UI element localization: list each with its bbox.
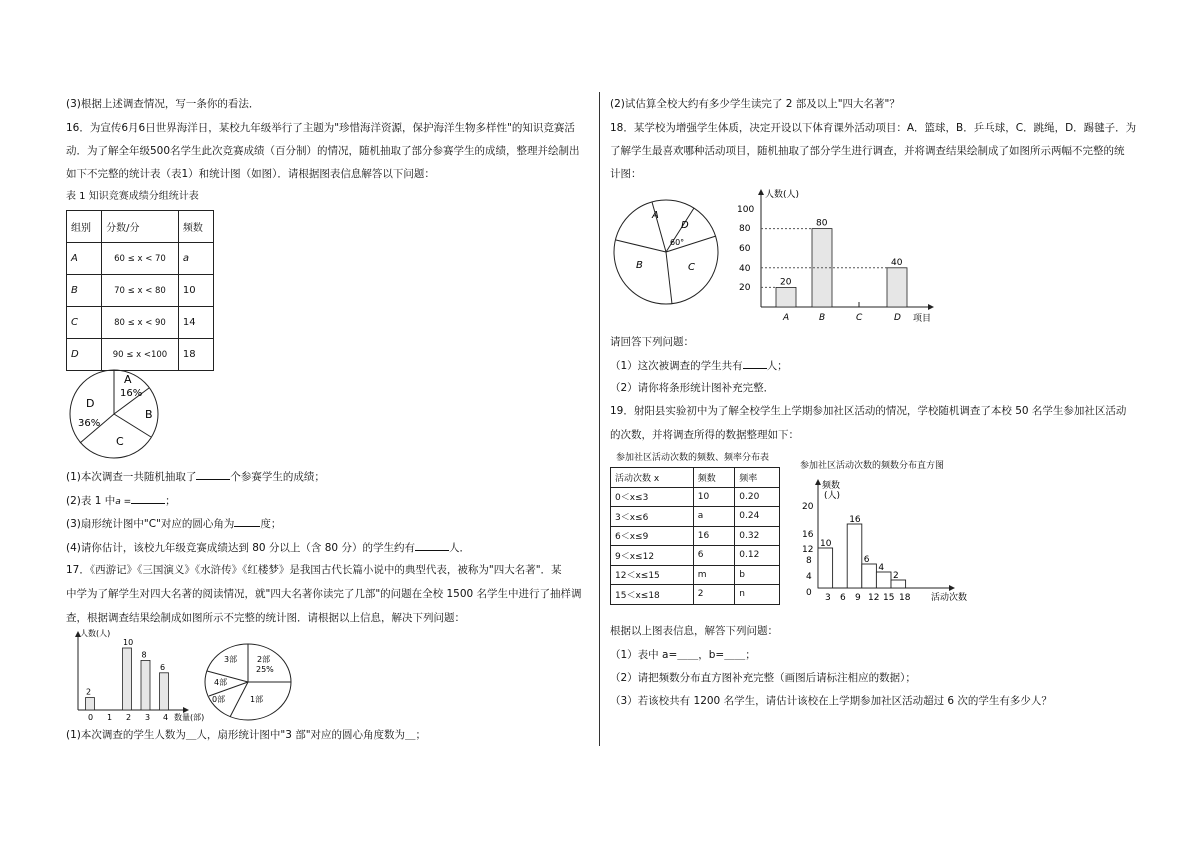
pie-label-d: D [86, 397, 95, 410]
table1-title: 表 1 知识竞赛成绩分组统计表 [66, 191, 199, 202]
score-pie-chart [66, 366, 166, 462]
table-cell: 2 [693, 585, 735, 605]
q16-part2-tail: ； [165, 495, 176, 507]
y-tick: 60 [739, 244, 751, 254]
bar-value-label: 6 [863, 555, 870, 565]
x-tick: B [819, 313, 826, 323]
table-cell: B [67, 275, 102, 307]
activity-table [610, 467, 780, 605]
q16-line2: 动．为了解全年级500名学生此次竞赛成绩（百分制）的情况，随机抽取了部分参赛学生的成绩，整理并绘制出 [66, 145, 580, 157]
histogram-bar [847, 524, 862, 588]
q16-part2-text: (2)表 1 中 [66, 495, 116, 507]
pie-pct-2: 25% [256, 665, 274, 674]
table-cell: a [178, 243, 213, 275]
table-cell: n [735, 585, 780, 605]
bar [141, 660, 150, 710]
books-bar-chart [66, 628, 216, 724]
bar-group [818, 515, 906, 588]
pie-divider [616, 240, 666, 252]
table-cell: 0＜x≤3 [611, 487, 694, 507]
table-cell: 10 [178, 275, 213, 307]
bar [160, 673, 169, 710]
answer-blank [234, 516, 260, 527]
table-row [611, 507, 780, 527]
bar-value-label: 10 [123, 638, 134, 647]
x-tick: 12 [868, 593, 880, 603]
bar-value-label: 8 [141, 650, 147, 660]
pie-label-b: B [145, 408, 153, 421]
bar [887, 268, 907, 307]
y-tick: 0 [806, 588, 812, 598]
score-table [66, 210, 214, 371]
x-axis-label: 活动次数 [931, 593, 968, 603]
table-row [67, 275, 214, 307]
table-cell: 0.24 [735, 507, 780, 527]
table-cell: 6 [693, 546, 735, 566]
table-cell: m [693, 565, 735, 585]
q18-line2: 了解学生最喜欢哪种活动项目，随机抽取了部分学生进行调查，并将调查结果绘制成了如图所示两幅不完整的统 [610, 145, 1125, 157]
var-a: a = [115, 497, 132, 507]
q16-part4-text: (4)请你估计，该校九年级竞赛成绩达到 80 分以上（含 80 分）的学生约有 [66, 542, 415, 554]
bar-value-label: 80 [816, 218, 828, 229]
bar-value-label: 6 [160, 662, 166, 672]
y-tick: 12 [802, 545, 814, 555]
pie-pct-a: 16% [120, 388, 143, 399]
q16-part2 [66, 493, 176, 509]
y-tick: 80 [739, 224, 751, 234]
histogram-bar [876, 572, 891, 588]
x-tick: 6 [840, 593, 846, 603]
q18-ask: 请回答下列问题： [610, 336, 694, 348]
pie-label-d: D [681, 220, 689, 231]
table-cell: 10 [693, 487, 735, 507]
table-header-cell: 分数/分 [102, 211, 179, 243]
table-header-cell: 组别 [67, 211, 102, 243]
table-row [67, 243, 214, 275]
pie-pct-d: 36% [78, 418, 101, 429]
x-tick: 3 [825, 593, 831, 603]
pie-label-c: C [688, 262, 695, 273]
books-pie-chart [202, 641, 294, 723]
table-cell: 15＜x≤18 [611, 585, 694, 605]
q19-ask: 根据以上图表信息，解答下列问题： [610, 625, 778, 637]
answer-blank [131, 493, 165, 504]
x-axis-label: 数量(部) [174, 713, 205, 722]
pie-divider [666, 252, 672, 304]
q18-line3: 计图： [610, 168, 642, 180]
table3-title: 参加社区活动次数的频数、频率分布表 [616, 453, 770, 463]
table-row [67, 307, 214, 339]
bar-value-label: 10 [820, 539, 832, 549]
q17-line3: 查，根据调查结果绘制成如图所示不完整的统计图．请根据以上信息，解决下列问题： [66, 612, 465, 624]
pie-angle-label: 60° [670, 238, 685, 247]
x-tick: 18 [899, 593, 911, 603]
y-tick: 20 [802, 502, 814, 512]
y-tick: 4 [806, 572, 812, 582]
table-cell: 70 ≤ x < 80 [102, 275, 179, 307]
table-cell: A [67, 243, 102, 275]
bar-value-label: 2 [86, 687, 92, 697]
q19-part3: （3）若该校共有 1200 名学生，请估计该校在上学期参加社区活动超过 6 次的学生有多少人？ [610, 695, 1052, 707]
bar-value-label: 20 [780, 277, 792, 288]
q16-part3 [66, 516, 281, 531]
pie-label-4: 4部 [214, 678, 228, 687]
q15-part3: (3)根据上述调查情况，写一条你的看法． [66, 98, 260, 110]
y-axis-label: 人数(人) [765, 190, 800, 200]
table-row [611, 585, 780, 605]
q17-part2: (2)试估算全校大约有多少学生读完了 2 部及以上"四大名著"？ [610, 98, 900, 110]
table-cell: a [693, 507, 735, 527]
table-header-cell: 活动次数 x [611, 468, 694, 488]
q16-part1-text: (1)本次调查一共随机抽取了 [66, 471, 197, 483]
sports-pie-chart [612, 198, 722, 310]
table-header-cell: 频数 [178, 211, 213, 243]
q18-part1-tail: 人； [766, 360, 788, 372]
histogram-bar [862, 564, 877, 588]
pie-label-a: A [124, 373, 132, 386]
q16-line1: 16．为宣传6月6日世界海洋日，某校九年级举行了主题为"珍惜海洋资源，保护海洋生物多样性"的知识竞赛活 [66, 122, 575, 134]
answer-blank [415, 540, 449, 551]
x-tick: C [856, 313, 863, 323]
table-cell: D [67, 339, 102, 371]
table-cell: 6＜x≤9 [611, 526, 694, 546]
y-tick: 20 [739, 283, 751, 293]
table-cell: C [67, 307, 102, 339]
q16-part1 [66, 469, 325, 484]
histogram-title: 参加社区活动次数的频数分布直方图 [800, 461, 945, 471]
q16-line3: 如下不完整的统计表（表1）和统计图（如图）．请根据图表信息解答以下问题： [66, 168, 435, 180]
table-cell: 12＜x≤15 [611, 565, 694, 585]
y-axis-label: 人数(人) [80, 629, 111, 638]
q16-part3-tail: 度； [260, 518, 282, 530]
x-axis-label: 项目 [913, 314, 932, 324]
table-cell: 0.32 [735, 526, 780, 546]
pie-label-0: 0部 [212, 695, 226, 704]
table-cell: 60 ≤ x < 70 [102, 243, 179, 275]
histogram-bar [891, 580, 906, 588]
table-cell: 16 [693, 526, 735, 546]
table-cell: 18 [178, 339, 213, 371]
table-cell: 3＜x≤6 [611, 507, 694, 527]
pie-label-a: A [652, 210, 659, 221]
table-cell: 0.20 [735, 487, 780, 507]
table-row [611, 487, 780, 507]
q16-part4 [66, 540, 470, 555]
table-row [611, 565, 780, 585]
activity-histogram [800, 476, 980, 606]
table-cell: 80 ≤ x < 90 [102, 307, 179, 339]
table-cell: 0.12 [735, 546, 780, 566]
x-tick: 0 [88, 713, 94, 722]
pie-label-c: C [116, 435, 124, 448]
q19-line2: 的次数，并将调查所得的数据整理如下： [610, 429, 799, 441]
y-axis-label: 频数 [822, 481, 841, 491]
x-tick: 15 [883, 593, 895, 603]
bar-value-label: 2 [893, 571, 899, 581]
table-cell: 14 [178, 307, 213, 339]
pie-label-2: 2部 [257, 655, 271, 664]
pie-label-b: B [636, 260, 643, 271]
table-header-cell: 频数 [693, 468, 735, 488]
table-cell: b [735, 565, 780, 585]
x-tick: 4 [163, 713, 169, 722]
table-header-row [67, 211, 214, 243]
table-cell: 90 ≤ x <100 [102, 339, 179, 371]
q18-part2: （2）请你将条形统计图补充完整． [610, 382, 775, 394]
q16-part1-tail: 个参赛学生的成绩； [230, 471, 325, 483]
q17-part1: (1)本次调查的学生人数为＿人，扇形统计图中"3 部"对应的圆心角度数为＿； [66, 729, 427, 741]
y-axis-unit: (人) [824, 491, 841, 501]
bar [776, 287, 796, 307]
table-header-cell: 频率 [735, 468, 780, 488]
y-tick: 8 [806, 556, 812, 566]
answer-blank [196, 469, 230, 480]
y-tick: 40 [739, 264, 751, 274]
table-row [611, 526, 780, 546]
q19-part2: （2）请把频数分布直方图补充完整（画图后请标注相应的数据）； [610, 672, 916, 684]
bar [86, 698, 95, 710]
y-tick: 16 [802, 530, 814, 540]
x-tick: 1 [107, 713, 113, 722]
table-row [611, 546, 780, 566]
x-tick: A [783, 313, 790, 323]
bar-value-label: 16 [849, 515, 861, 525]
q17-line2: 中学为了解学生对四大名著的阅读情况，就"四大名著你读完了几部"的问题在全校 1500 名学生中进行了抽样调 [66, 588, 582, 600]
q16-part3-text: (3)扇形统计图中"C"对应的圆心角为 [66, 518, 235, 530]
x-tick: D [894, 313, 901, 323]
bar-value-label: 4 [878, 563, 885, 573]
q19-line1: 19．射阳县实验初中为了解全校学生上学期参加社区活动的情况，学校随机调查了本校 50 名学生参加社区活动 [610, 405, 1127, 417]
q18-part1-text: （1）这次被调查的学生共有 [610, 360, 743, 372]
bar-group [86, 638, 169, 710]
bar-value-label: 40 [891, 257, 903, 268]
answer-blank [743, 358, 767, 369]
column-divider [599, 92, 600, 746]
bar [123, 648, 132, 710]
q17-line1: 17．《西游记》《三国演义》《水浒传》《红楼梦》是我国古代长篇小说中的典型代表，被称为"四大名著"．某 [66, 564, 562, 576]
q18-part1 [610, 358, 788, 373]
sports-bar-chart [735, 186, 945, 326]
table-cell: 9＜x≤12 [611, 546, 694, 566]
pie-label-1: 1部 [250, 695, 264, 704]
x-tick: 3 [145, 713, 151, 722]
q19-part1: （1）表中 a=＿＿，b=＿＿； [610, 649, 756, 661]
y-tick: 100 [737, 205, 755, 215]
x-tick: 2 [126, 713, 132, 722]
histogram-bar [818, 548, 833, 588]
q16-part4-tail: 人． [448, 542, 470, 554]
pie-label-3: 3部 [224, 655, 238, 664]
table-header-row [611, 468, 780, 488]
q18-line1: 18．某学校为增强学生体质，决定开设以下体育课外活动项目：A．篮球，B．乒乓球，C．跳绳，D．踢毽子．为 [610, 122, 1137, 134]
x-tick: 9 [855, 593, 861, 603]
